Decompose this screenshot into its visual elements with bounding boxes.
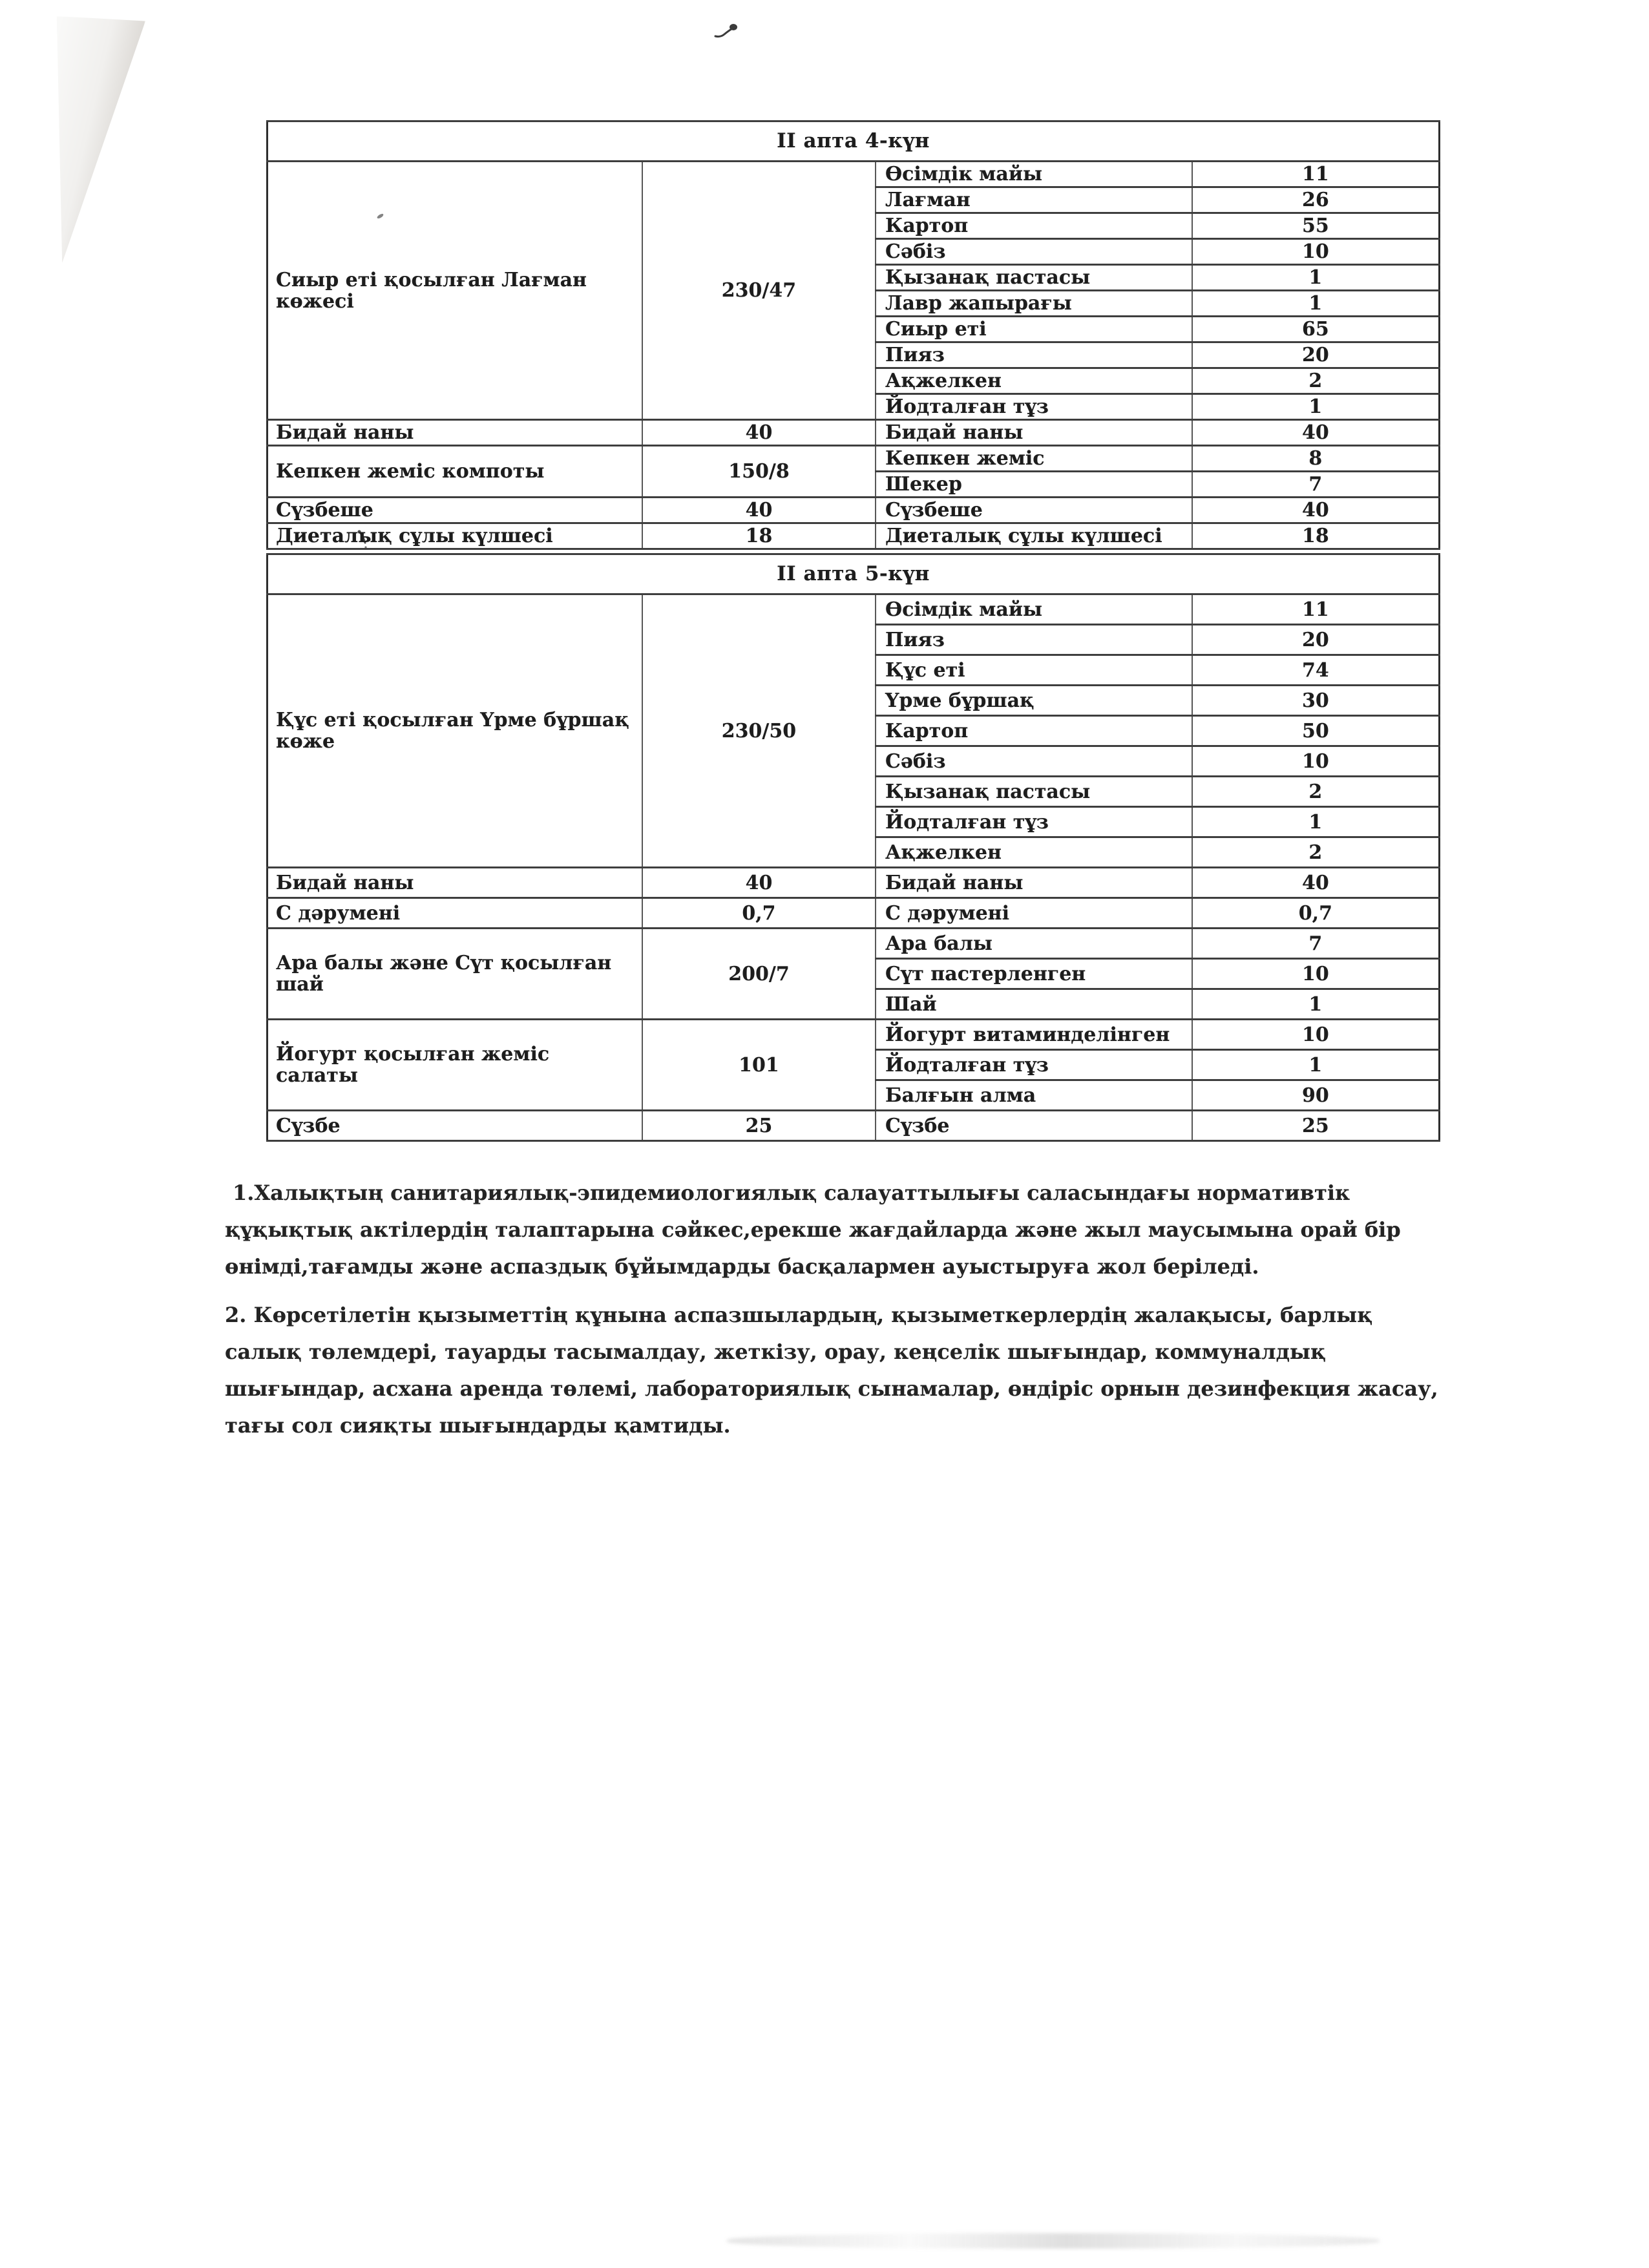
table-row xyxy=(268,929,1440,959)
dish-cell: Құс еті қосылған Үрме бұршақ көже xyxy=(268,594,642,868)
table-body xyxy=(268,162,1440,549)
ingredient-cell: Қызанақ пастасы xyxy=(876,265,1192,291)
portion-cell: 40 xyxy=(642,420,876,446)
quantity-cell: 20 xyxy=(1192,342,1440,368)
table-title: II апта 4-күн xyxy=(268,121,1440,162)
note-paragraph-2: 2. Көрсетілетін қызыметтің құнына аспазшылардың, қызыметкерлердің жалақысы, барлық салық төлемдері, тауарды тасымалдау, жеткізу, орау, кеңселік шығындар, коммуналдық шығындар, асхана аренда төлемі, лабораториялық сынамалар, өндіріс орнын дезинфекция жасау, тағы сол сияқты шығындарды қамтиды. xyxy=(225,1303,1438,1438)
ingredient-cell: Сүт пастерленген xyxy=(876,959,1192,989)
dish-cell: Сүзбе xyxy=(268,1111,642,1141)
ingredient-cell: Өсімдік майы xyxy=(876,162,1192,187)
quantity-cell: 20 xyxy=(1192,625,1440,655)
dish-cell: Кепкен жеміс компоты xyxy=(268,446,642,498)
table-row xyxy=(268,162,1440,187)
ingredient-cell: Сүзбе xyxy=(876,1111,1192,1141)
ingredient-cell: Лавр жапырағы xyxy=(876,291,1192,317)
ingredient-cell: Өсімдік майы xyxy=(876,594,1192,625)
ingredient-cell: Сәбіз xyxy=(876,746,1192,777)
table-body xyxy=(268,594,1440,1141)
ingredient-cell: Шекер xyxy=(876,472,1192,498)
portion-cell: 0,7 xyxy=(642,898,876,929)
table-row xyxy=(268,498,1440,523)
quantity-cell: 2 xyxy=(1192,777,1440,807)
table-row xyxy=(268,446,1440,472)
quantity-cell: 18 xyxy=(1192,523,1440,549)
quantity-cell: 7 xyxy=(1192,472,1440,498)
quantity-cell: 50 xyxy=(1192,716,1440,746)
page-fold-scan-artifact xyxy=(55,16,145,263)
menu-table-week2-day4 xyxy=(266,120,1440,550)
quantity-cell: 40 xyxy=(1192,420,1440,446)
quantity-cell: 65 xyxy=(1192,317,1440,342)
portion-cell: 200/7 xyxy=(642,929,876,1020)
dish-cell: Ара балы және Сүт қосылған шай xyxy=(268,929,642,1020)
ingredient-cell: Бидай наны xyxy=(876,420,1192,446)
portion-cell: 230/47 xyxy=(642,162,876,420)
quantity-cell: 0,7 xyxy=(1192,898,1440,929)
ingredient-cell: Диеталық сұлы күлшесі xyxy=(876,523,1192,549)
ingredient-cell: Шай xyxy=(876,989,1192,1020)
quantity-cell: 30 xyxy=(1192,686,1440,716)
quantity-cell: 1 xyxy=(1192,807,1440,837)
ingredient-cell: Картоп xyxy=(876,716,1192,746)
portion-cell: 25 xyxy=(642,1111,876,1141)
table-row xyxy=(268,868,1440,898)
quantity-cell: 7 xyxy=(1192,929,1440,959)
ingredient-cell: С дәрумені xyxy=(876,898,1192,929)
portion-cell: 18 xyxy=(642,523,876,549)
portion-cell: 40 xyxy=(642,868,876,898)
ingredient-cell: Сүзбеше xyxy=(876,498,1192,523)
pen-mark-artifact xyxy=(713,22,740,40)
ingredient-cell: Балғын алма xyxy=(876,1080,1192,1111)
ingredient-cell: Құс еті xyxy=(876,655,1192,686)
portion-cell: 230/50 xyxy=(642,594,876,868)
quantity-cell: 55 xyxy=(1192,213,1440,239)
ingredient-cell: Лағман xyxy=(876,187,1192,213)
note-paragraph-1: 1.Халықтың санитариялық-эпидемиологиялық салауаттылығы саласындағы нормативтік құқықтық актілердің талаптарына сәйкес,ерекше жағдайларда және жыл маусымына орай бір өнімді,тағамды және аспаздық бұйымдарды басқалармен ауыстыруға жол беріледі. xyxy=(225,1181,1401,1279)
ingredient-cell: Үрме бұршақ xyxy=(876,686,1192,716)
quantity-cell: 90 xyxy=(1192,1080,1440,1111)
dish-cell: Сиыр еті қосылған Лағман көжесі xyxy=(268,162,642,420)
portion-cell: 40 xyxy=(642,498,876,523)
dish-cell: Бидай наны xyxy=(268,868,642,898)
ingredient-cell: Йодталған тұз xyxy=(876,394,1192,420)
portion-cell: 150/8 xyxy=(642,446,876,498)
dish-cell: Бидай наны xyxy=(268,420,642,446)
menu-table xyxy=(266,553,1440,1142)
quantity-cell: 10 xyxy=(1192,1020,1440,1050)
quantity-cell: 40 xyxy=(1192,868,1440,898)
quantity-cell: 11 xyxy=(1192,594,1440,625)
quantity-cell: 1 xyxy=(1192,291,1440,317)
ingredient-cell: Йодталған тұз xyxy=(876,807,1192,837)
table-row xyxy=(268,523,1440,549)
table-title: II апта 5-күн xyxy=(268,554,1440,594)
quantity-cell: 25 xyxy=(1192,1111,1440,1141)
ingredient-cell: Сиыр еті xyxy=(876,317,1192,342)
quantity-cell: 8 xyxy=(1192,446,1440,472)
table-title-row xyxy=(268,121,1440,162)
quantity-cell: 10 xyxy=(1192,746,1440,777)
ingredient-cell: Қызанақ пастасы xyxy=(876,777,1192,807)
dish-cell: Диеталық сұлы күлшесі xyxy=(268,523,642,549)
ingredient-cell: Пияз xyxy=(876,342,1192,368)
ingredient-cell: Сәбіз xyxy=(876,239,1192,265)
quantity-cell: 10 xyxy=(1192,239,1440,265)
scan-smudge-artifact xyxy=(727,2233,1380,2249)
notes-section xyxy=(225,1175,1447,1444)
quantity-cell: 26 xyxy=(1192,187,1440,213)
ingredient-cell: Ақжелкен xyxy=(876,368,1192,394)
table-row xyxy=(268,898,1440,929)
quantity-cell: 74 xyxy=(1192,655,1440,686)
table-row xyxy=(268,1020,1440,1050)
quantity-cell: 10 xyxy=(1192,959,1440,989)
ingredient-cell: Пияз xyxy=(876,625,1192,655)
portion-cell: 101 xyxy=(642,1020,876,1111)
table-row xyxy=(268,420,1440,446)
ingredient-cell: Картоп xyxy=(876,213,1192,239)
ingredient-cell: Ара балы xyxy=(876,929,1192,959)
quantity-cell: 2 xyxy=(1192,837,1440,868)
ingredient-cell: Кепкен жеміс xyxy=(876,446,1192,472)
ingredient-cell: Бидай наны xyxy=(876,868,1192,898)
quantity-cell: 40 xyxy=(1192,498,1440,523)
quantity-cell: 11 xyxy=(1192,162,1440,187)
ingredient-cell: Йодталған тұз xyxy=(876,1050,1192,1080)
quantity-cell: 2 xyxy=(1192,368,1440,394)
ingredient-cell: Ақжелкен xyxy=(876,837,1192,868)
dish-cell: Сүзбеше xyxy=(268,498,642,523)
dish-cell: Йогурт қосылған жеміс салаты xyxy=(268,1020,642,1111)
quantity-cell: 1 xyxy=(1192,1050,1440,1080)
menu-table-week2-day5 xyxy=(266,553,1440,1142)
ingredient-cell: Йогурт витаминделінген xyxy=(876,1020,1192,1050)
table-row xyxy=(268,1111,1440,1141)
menu-table xyxy=(266,120,1440,550)
quantity-cell: 1 xyxy=(1192,989,1440,1020)
dish-cell: С дәрумені xyxy=(268,898,642,929)
quantity-cell: 1 xyxy=(1192,265,1440,291)
table-title-row xyxy=(268,554,1440,594)
quantity-cell: 1 xyxy=(1192,394,1440,420)
table-row xyxy=(268,594,1440,625)
